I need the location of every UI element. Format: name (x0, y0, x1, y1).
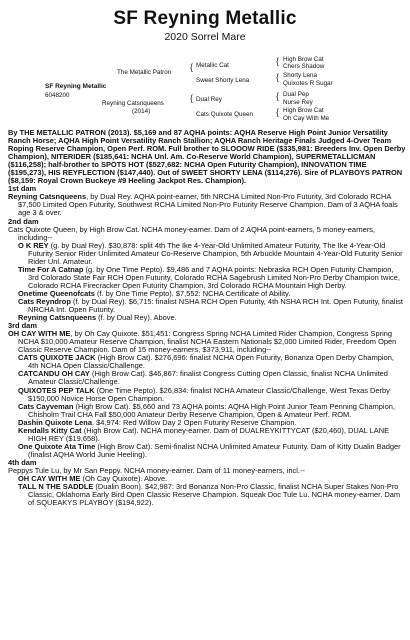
pedigree-entry (8, 443, 406, 459)
entry-text: (Dualin Boon). $42,987: 3rd Bonanza Non-Pro Classic, finalist NCHA Super Stakes Non-Pro Classic, Oklahoma Early Bird Open Classic Reserve Champion. Squeak Doc Tule Lu. NCHA money-earner. Dam of SQUEAKYS PLAYBOY ($194,922). (28, 482, 401, 508)
entry-horse-name: Cats Reyndrop (18, 296, 71, 306)
entry-text: . $4,974: Red Willow Day 2 Open Futurity Reserve Champion. (91, 417, 297, 427)
brace-icon: { (276, 56, 280, 66)
entry-horse-name: O K REY (18, 240, 49, 250)
entry-horse-name: CATS QUIXOTE JACK (18, 353, 96, 363)
pedigree-entry (8, 330, 406, 354)
pedigree-entry (8, 370, 406, 386)
entry-text: (High Brow Cat). $5,660 and 73 AQHA points: AQHA High Point Junior Team Penning Champion, Chisholm Trail CHA Fall $50,000 Amateur Derby Reserve Champion, Open & Amateur Perf. ROM. (28, 401, 395, 419)
pedigree-entry (8, 193, 406, 217)
entry-text: (f. by Dual Rey). Above. (96, 313, 177, 323)
pedigree-chart (0, 48, 410, 128)
pedigree-sire-sire-sire: High Brow Cat (283, 56, 324, 63)
pedigree-entry (8, 427, 406, 443)
pedigree-entry (8, 266, 406, 290)
pedigree-dam-sire-dam: Nurse Rey (283, 99, 313, 106)
brace-icon: { (190, 93, 194, 103)
entry-horse-name: Kendalls Kitty Cat (18, 425, 82, 435)
brace-icon: { (276, 72, 280, 82)
section-heading: 2nd dam (8, 216, 39, 226)
pedigree-dam-year: (2014) (132, 108, 151, 115)
pedigree-sire-dam: Sweet Shorty Lena (196, 77, 250, 84)
entry-text: (High Brow Cat). Semi-finalist NCHA Unlimited Amateur Futurity. Dam of Kitty Dualin Badger (finalist AQHA World Junie Heeling). (28, 441, 401, 459)
entry-text: (One Time Pepto). $26,834: finalist NCHA Amateur Classic/Challenge, West Texas Derby $150,000 Novice Horse Open Champion. (28, 385, 390, 403)
pedigree-sire-sire-dam: Chers Shadow (283, 63, 325, 70)
dam-sections (8, 185, 406, 507)
page-title: SF Reyning Metallic (113, 8, 297, 29)
entry-horse-name: Reyning Catsnqueens (18, 313, 97, 323)
page-subtitle: 2020 Sorrel Mare (164, 31, 246, 43)
entry-horse-name: CATCANDU OH CAY (18, 369, 90, 379)
catalog-text (8, 129, 406, 507)
pedigree-dam-dam-dam: Oh Cay With Me (283, 115, 330, 122)
entry-horse-name: OH CAY WITH ME (8, 329, 71, 339)
brace-icon: { (276, 107, 280, 117)
pedigree-horse-name: SF Reyning Metallic (45, 83, 107, 90)
entry-horse-name: OH CAY WITH ME (18, 474, 81, 484)
pedigree-dam: Reyning Catsnqueens (102, 100, 164, 107)
pedigree-entry (8, 226, 406, 242)
entry-text: (Oh Cay Quixote). Above. (80, 474, 168, 484)
pedigree-entry (8, 403, 406, 419)
entry-text: Peppys Tule Lu, by Mr San Peppy. NCHA money-earner. Dam of 11 money-earners, incl.-- (8, 465, 305, 475)
entry-text: , by Dual Rey. AQHA point-earner, 5th NRCHA Limited Non-Pro Futurity, 3rd Colorado RCHA $7,500 Limited Open Futurity, Southwest RCHA Limited Non-Pro Futurity Reserve Champion. Dam of 3 AQHA foals age 3 & over. (18, 192, 398, 218)
brace-icon: { (190, 62, 194, 72)
entry-text: (High Brow Cat). NCHA money-earner. Dam of DUALREYKITTYCAT ($20,460), DUAL LANE HIGH REY ($19,658). (28, 425, 390, 443)
section-heading: 1st dam (8, 184, 37, 194)
pedigree-dam-dam: Cats Quixote Queen (196, 111, 254, 118)
pedigree-sire: The Metallic Patron (117, 69, 172, 76)
entry-horse-name: Reyning Catsnqueens (8, 192, 87, 202)
pedigree-dam-sire-sire: Dual Pep (283, 91, 309, 98)
pedigree-entry (8, 354, 406, 370)
pedigree-entry (8, 483, 406, 507)
entry-horse-name: TALL N THE SADDLE (18, 482, 94, 492)
entry-text: Cats Quixote Queen, by High Brow Cat. NCHA money-earner. Dam of 2 AQHA point-earners, 5 money-earners, including-- (8, 224, 376, 242)
entry-horse-name: Dashin Quixote Lena (18, 417, 92, 427)
entry-text: (High Brow Cat). $46,867: finalist Congress Cutting Open Classic, finalist NCHA Unlimited Amateur Classic/Challenge. (28, 369, 388, 387)
entry-text: (g. by Dual Rey). $30,878: split 4th The Ike 4-Year-Old Unlimited Amateur Futurity, The Ike 4-Year-Old Futurity Senior Rider Unlimited Amateur Co-Reserve Champion, 5th Arbuckle Mountain 4-Year-Old Futurity Senior Rider Unl. Amateur. (28, 240, 403, 266)
pedigree-dam-sire: Dual Rey (196, 96, 222, 103)
entry-text: , by Oh Cay Quixote. $51,451: Congress Spring NCHA Limited Rider Champion, Congress Spring NCHA $10,000 Amateur Reserve Champion, finalist NCHA Eastern Nationals $2,000 Limited Rider, Freedom Open Classic Reserve Champion. Dam of 15 money-earners, $373,911, including-- (18, 329, 397, 355)
pedigree-entry (8, 298, 406, 314)
pedigree-sire-dam-sire: Shorty Lena (283, 72, 317, 79)
entry-text: (f. by One Time Pepto). $7,552: NCHA Certificate of Ability. (94, 288, 291, 298)
section-heading: 4th dam (8, 457, 37, 467)
entry-text: (High Brow Cat). $276,696: finalist NCHA Open Futurity, Bonanza Open Derby Champion, 4th NCHA Open Classic/Challenge. (28, 353, 394, 371)
entry-text: (g. by One Time Pepto). $9,486 and 7 AQHA points: Nebraska RCH Open Futurity Champion, 3rd Colorado State Fair RCH Open Futurity, Colorado RCHA Sagebrush Limited Non-Pro Derby Champion twice, Colorado RCHA Firecracker Open Futurity Champion, 3rd Colorado RCHA Mountain High Derby. (28, 264, 400, 290)
pedigree-entry (8, 242, 406, 266)
entry-horse-name: Time For A Catnap (18, 264, 84, 274)
pedigree-sire-sire: Metallic Cat (196, 62, 229, 69)
pedigree-dam-dam-sire: High Brow Cat (283, 107, 324, 114)
pedigree-horse-reg: 6048200 (45, 92, 70, 99)
pedigree-sire-dam-dam: Quixotes R Sugar (283, 80, 333, 87)
section-heading: 3rd dam (8, 321, 37, 331)
entry-horse-name: QUIXOTES PEP TALK (18, 385, 95, 395)
entry-horse-name: One Quixote Ata Time (18, 441, 96, 451)
entry-horse-name: Onetime Queenofcats (18, 288, 95, 298)
pedigree-entry (8, 314, 406, 322)
entry-text: (f. by Dual Rey). $6,715: finalist NSHA RCH Open Futurity, 4th NSHA RCH Int. Open Futurity, finalist NRCHA Int. Open Futurity. (28, 296, 403, 315)
sire-intro: By THE METALLIC PATRON (2013). $5,169 and 87 AQHA points: AQHA Reserve High Point Junior Versatility Ranch Horse; AQHA High Point Versatility Ranch Stallion; AQHA Ranch Heritage Finals Judged 4-Over Team Roping Reserve Champion, Open Perf. ROM. Full brother to SLOOOW RIDE ($335,981: Breeders Inv. Open Derby Champion), NITERIDER ($185,641: NCHA Unl. Am. Co-Reserve World Champion), SUPERMETALLICMAN ($116,258); half-brother to SPOTS HOT ($527,682: NCHA Open Futurity Champion), INNOVATION TIME ($195,273), HIS REYFLECTION ($147,440). Out of SWEET SHORTY LENA ($114,276). Sire of PLAYBOYS PATRON ($8,159: Royal Crown Buckeye #9 Heeling Jackpot Res. Champion). (8, 128, 406, 186)
pedigree-entry (8, 387, 406, 403)
entry-horse-name: Cats Cayveman (18, 401, 74, 411)
brace-icon: { (276, 91, 280, 101)
